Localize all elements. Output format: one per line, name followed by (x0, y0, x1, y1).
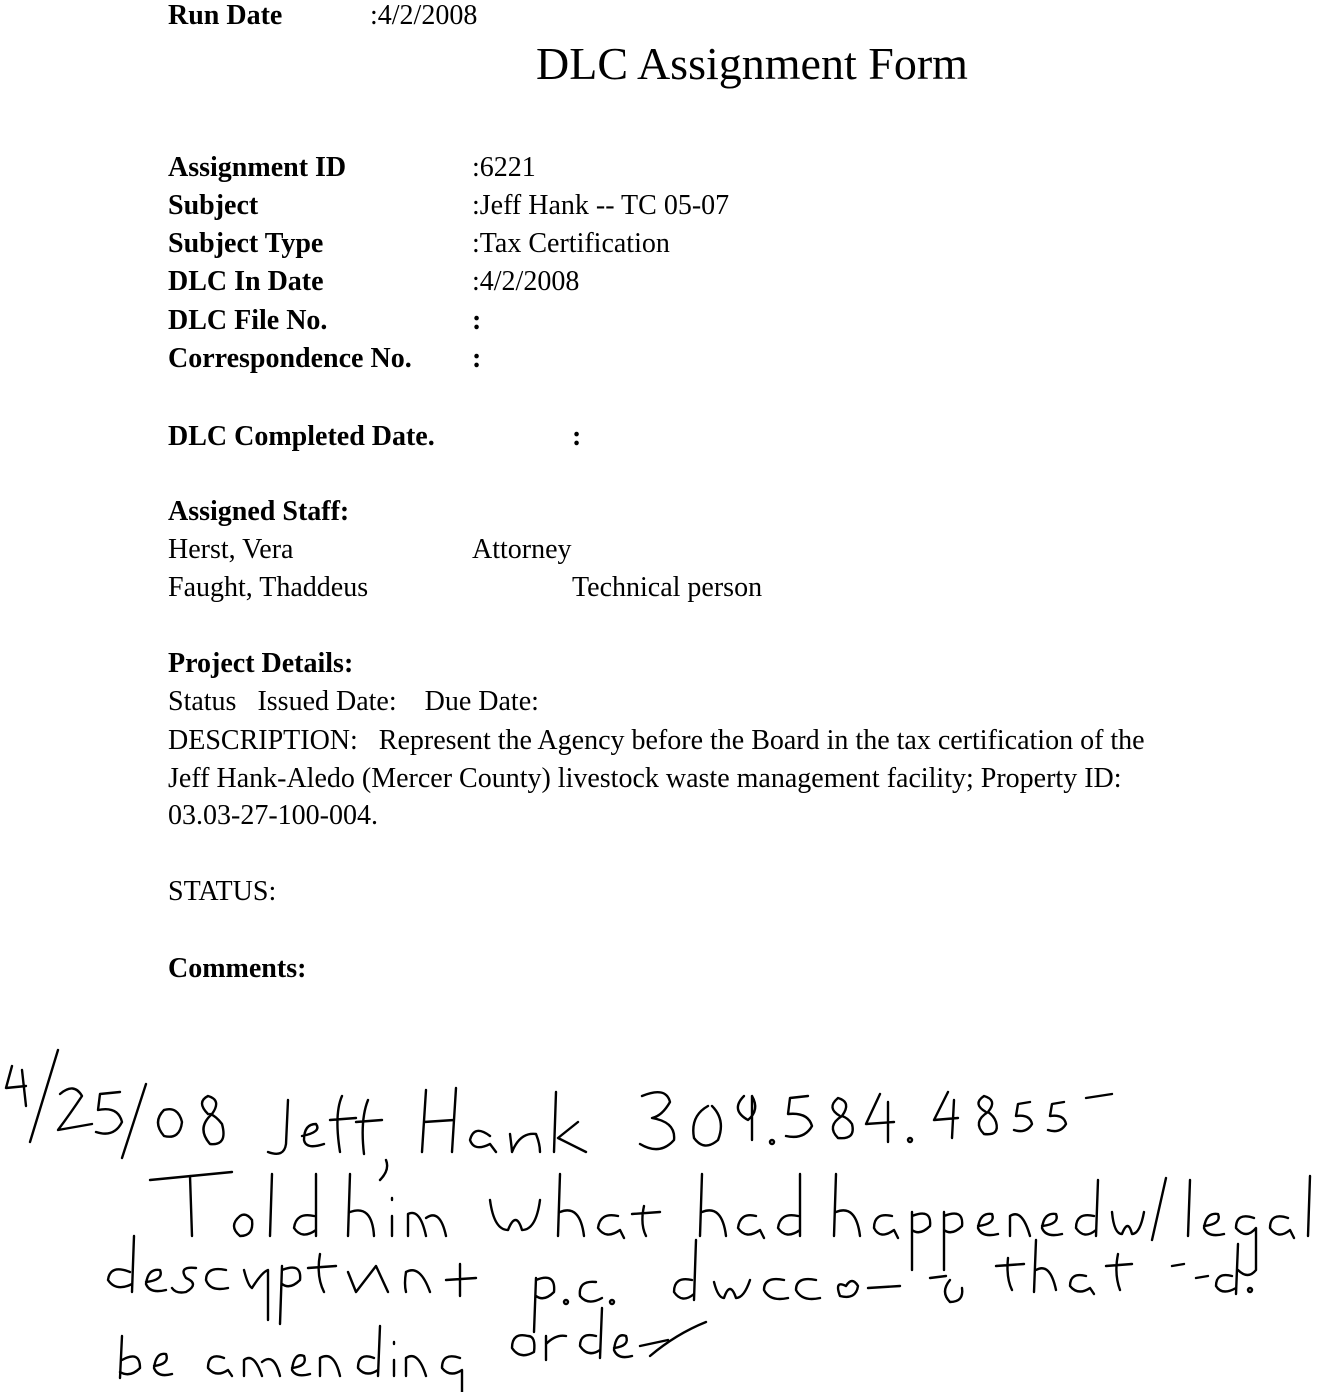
status-label: STATUS: (168, 876, 277, 907)
staff-name: Herst, Vera (168, 534, 294, 565)
description-line: Jeff Hank-Aledo (Mercer County) livestock waste management facility; Property ID: (168, 763, 1122, 794)
subject-type-value: :Tax Certification (472, 228, 670, 259)
subject-type-label: Subject Type (168, 228, 324, 259)
run-date-label: Run Date (168, 0, 283, 31)
comments-heading: Comments: (168, 953, 307, 984)
dlc-completed-date-value: : (572, 421, 582, 452)
assignment-id-value: :6221 (472, 152, 536, 183)
handwritten-note (0, 1040, 1344, 1392)
description-line: DESCRIPTION: Represent the Agency before the Board in the tax certification of the (168, 725, 1145, 756)
handwritten-line-2 (150, 1172, 1310, 1275)
form-title: DLC Assignment Form (536, 38, 968, 89)
correspondence-no-label: Correspondence No. (168, 343, 412, 374)
subject-value: :Jeff Hank -- TC 05-07 (472, 190, 730, 221)
assigned-staff-heading: Assigned Staff: (168, 496, 350, 527)
dlc-file-no-value: : (472, 305, 482, 336)
staff-role: Attorney (472, 534, 572, 565)
project-details-heading: Project Details: (168, 648, 354, 679)
dlc-in-date-label: DLC In Date (168, 266, 324, 297)
handwritten-line-3 (108, 1236, 1252, 1332)
correspondence-no-value: : (472, 343, 482, 374)
assignment-id-label: Assignment ID (168, 152, 347, 183)
dlc-in-date-value: :4/2/2008 (472, 266, 580, 297)
description-line: 03.03-27-100-004. (168, 800, 378, 831)
dlc-file-no-label: DLC File No. (168, 305, 328, 336)
handwritten-line-1 (6, 1050, 1112, 1180)
staff-role: Technical person (572, 572, 763, 603)
staff-name: Faught, Thaddeus (168, 572, 369, 603)
dlc-completed-date-label: DLC Completed Date. (168, 421, 435, 452)
handwritten-line-4 (120, 1308, 706, 1392)
subject-label: Subject (168, 190, 259, 221)
project-columns-line: Status Issued Date: Due Date: (168, 686, 539, 717)
run-date-value: :4/2/2008 (370, 0, 478, 31)
